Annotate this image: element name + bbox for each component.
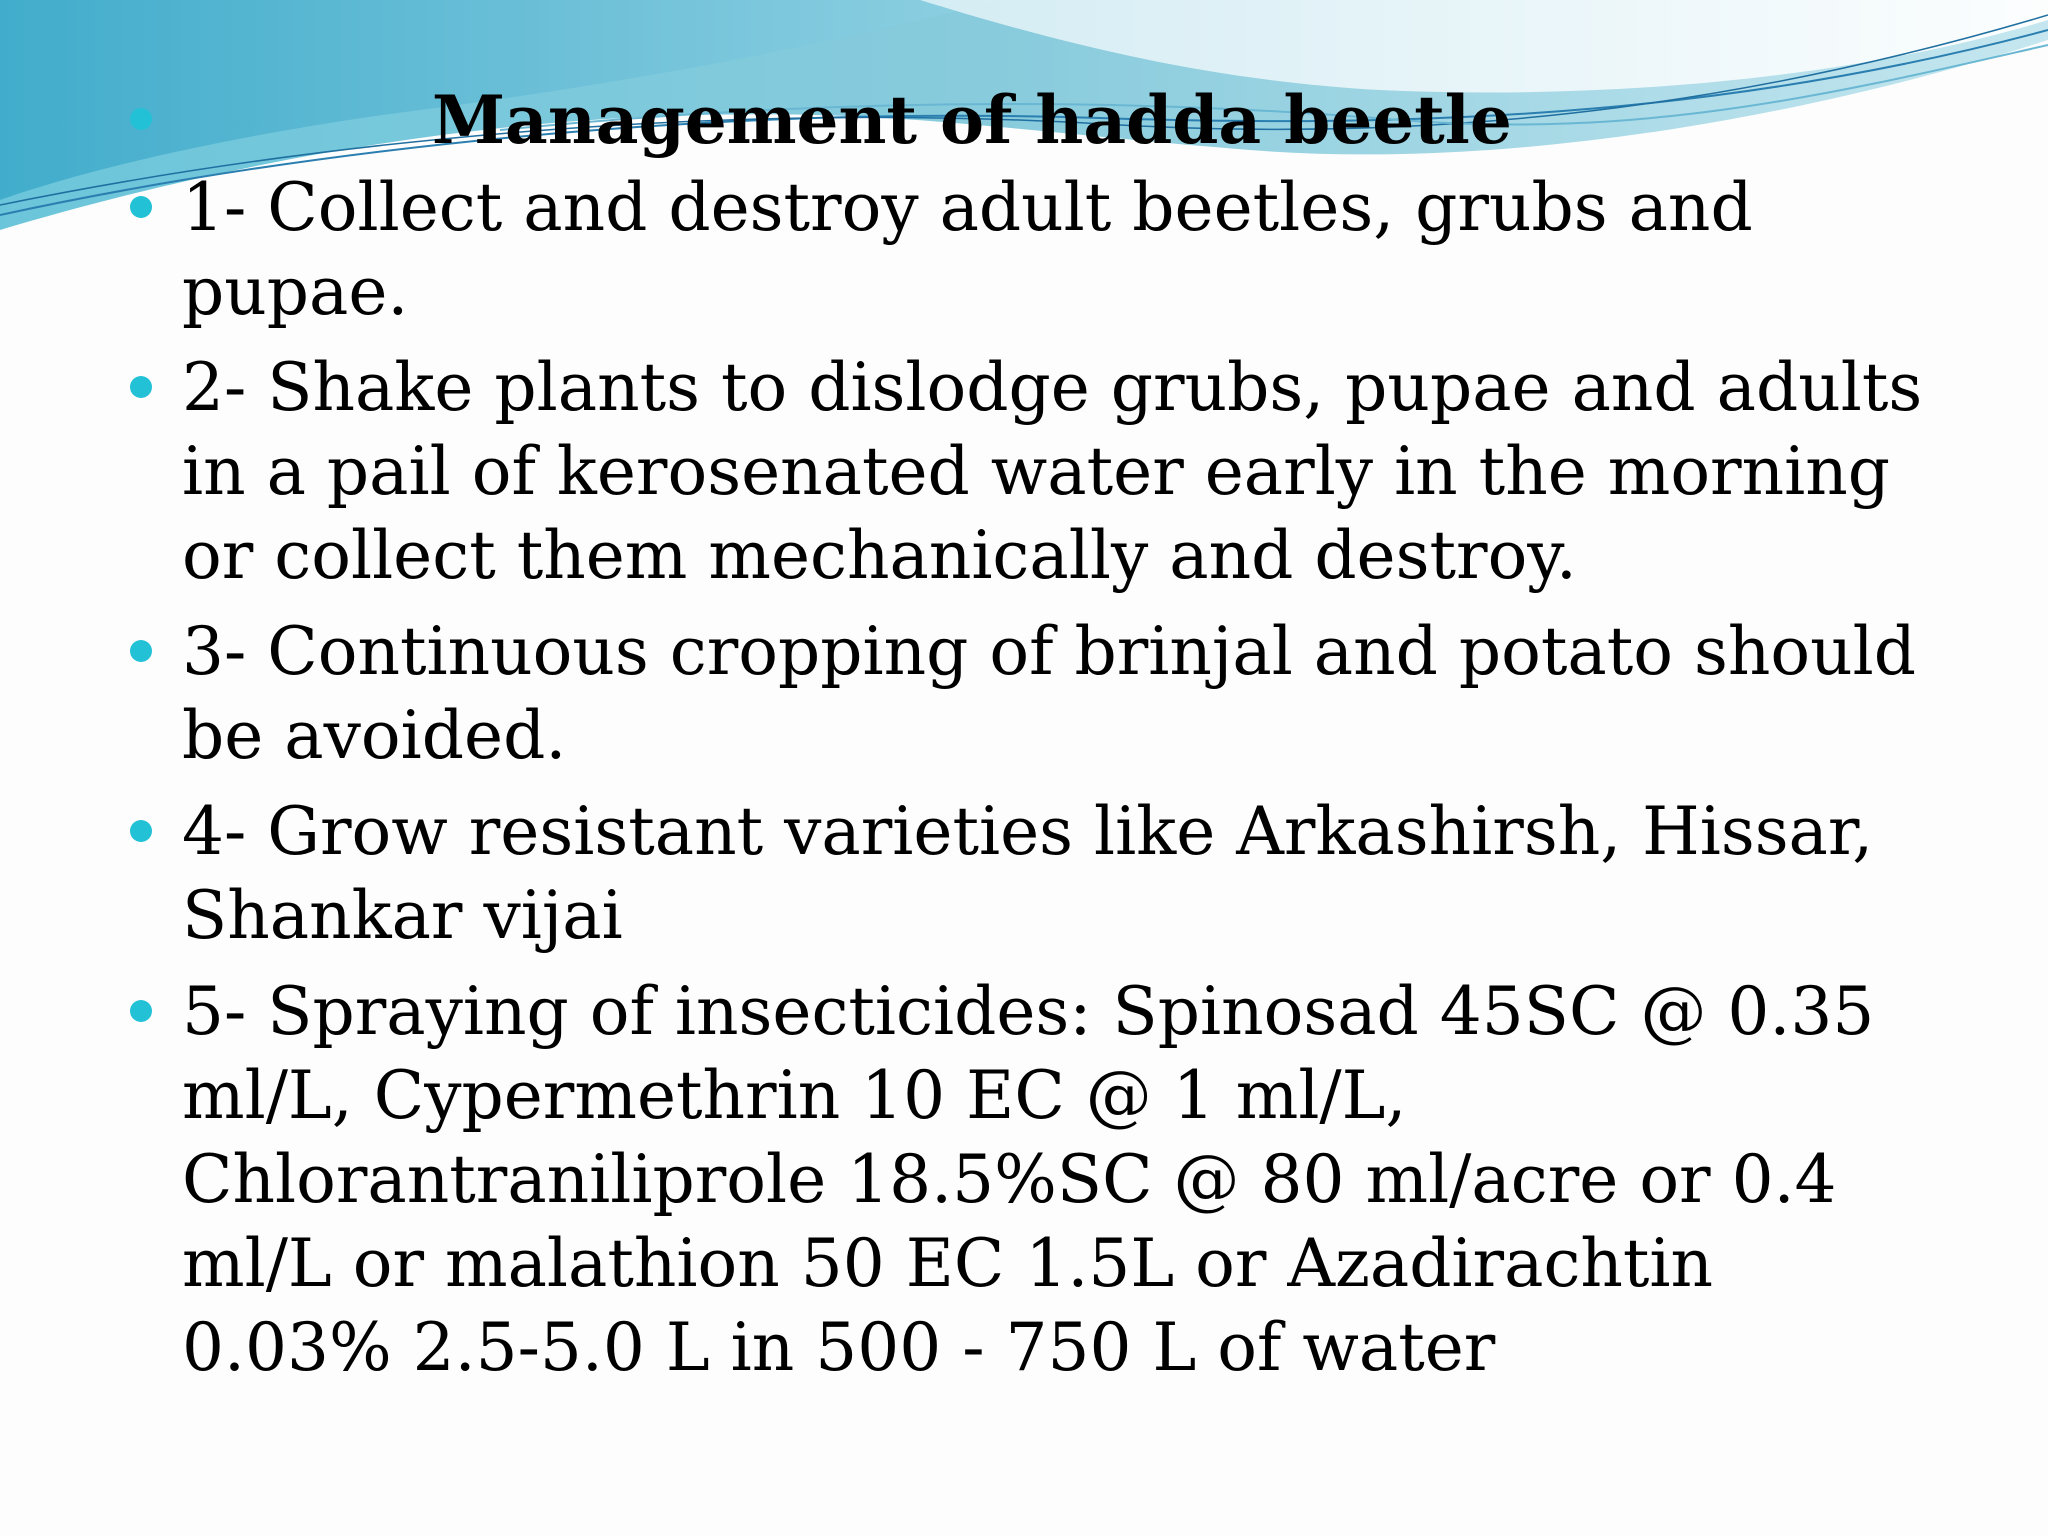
list-item-text: 2- Shake plants to dislodge grubs, pupae and adults in a pail of kerosenated water early in the morning or collect them mechanically and destroy. bbox=[182, 349, 1923, 594]
list-item-text: 3- Continuous cropping of brinjal and potato should be avoided. bbox=[182, 613, 1916, 774]
bullet-dot-icon bbox=[130, 820, 152, 842]
bullet-dot-icon bbox=[130, 376, 152, 398]
bullet-dot-icon bbox=[130, 108, 152, 130]
bullet-dot-icon bbox=[130, 640, 152, 662]
list-item bbox=[126, 790, 1926, 958]
list-item bbox=[126, 970, 1926, 1390]
bullet-list bbox=[126, 78, 1926, 1402]
bullet-dot-icon bbox=[130, 196, 152, 218]
list-item bbox=[126, 346, 1926, 598]
title-item bbox=[126, 78, 1926, 162]
list-item bbox=[126, 610, 1926, 778]
list-item-text: 4- Grow resistant varieties like Arkashirsh, Hissar, Shankar vijai bbox=[182, 793, 1874, 954]
list-item bbox=[126, 166, 1926, 334]
bullet-dot-icon bbox=[130, 1000, 152, 1022]
list-item-text: 5- Spraying of insecticides: Spinosad 45SC @ 0.35 ml/L, Cypermethrin 10 EC @ 1 ml/L, Chlorantraniliprole 18.5%SC @ 80 ml/acre or 0.4 ml/L or malathion 50 EC 1.5L or Azadirachtin 0.03% 2.5-5.0 L in 500 - 750 L of water bbox=[182, 973, 1875, 1386]
slide-title: Management of hadda beetle bbox=[432, 81, 1512, 159]
list-item-text: 1- Collect and destroy adult beetles, grubs and pupae. bbox=[182, 169, 1753, 330]
